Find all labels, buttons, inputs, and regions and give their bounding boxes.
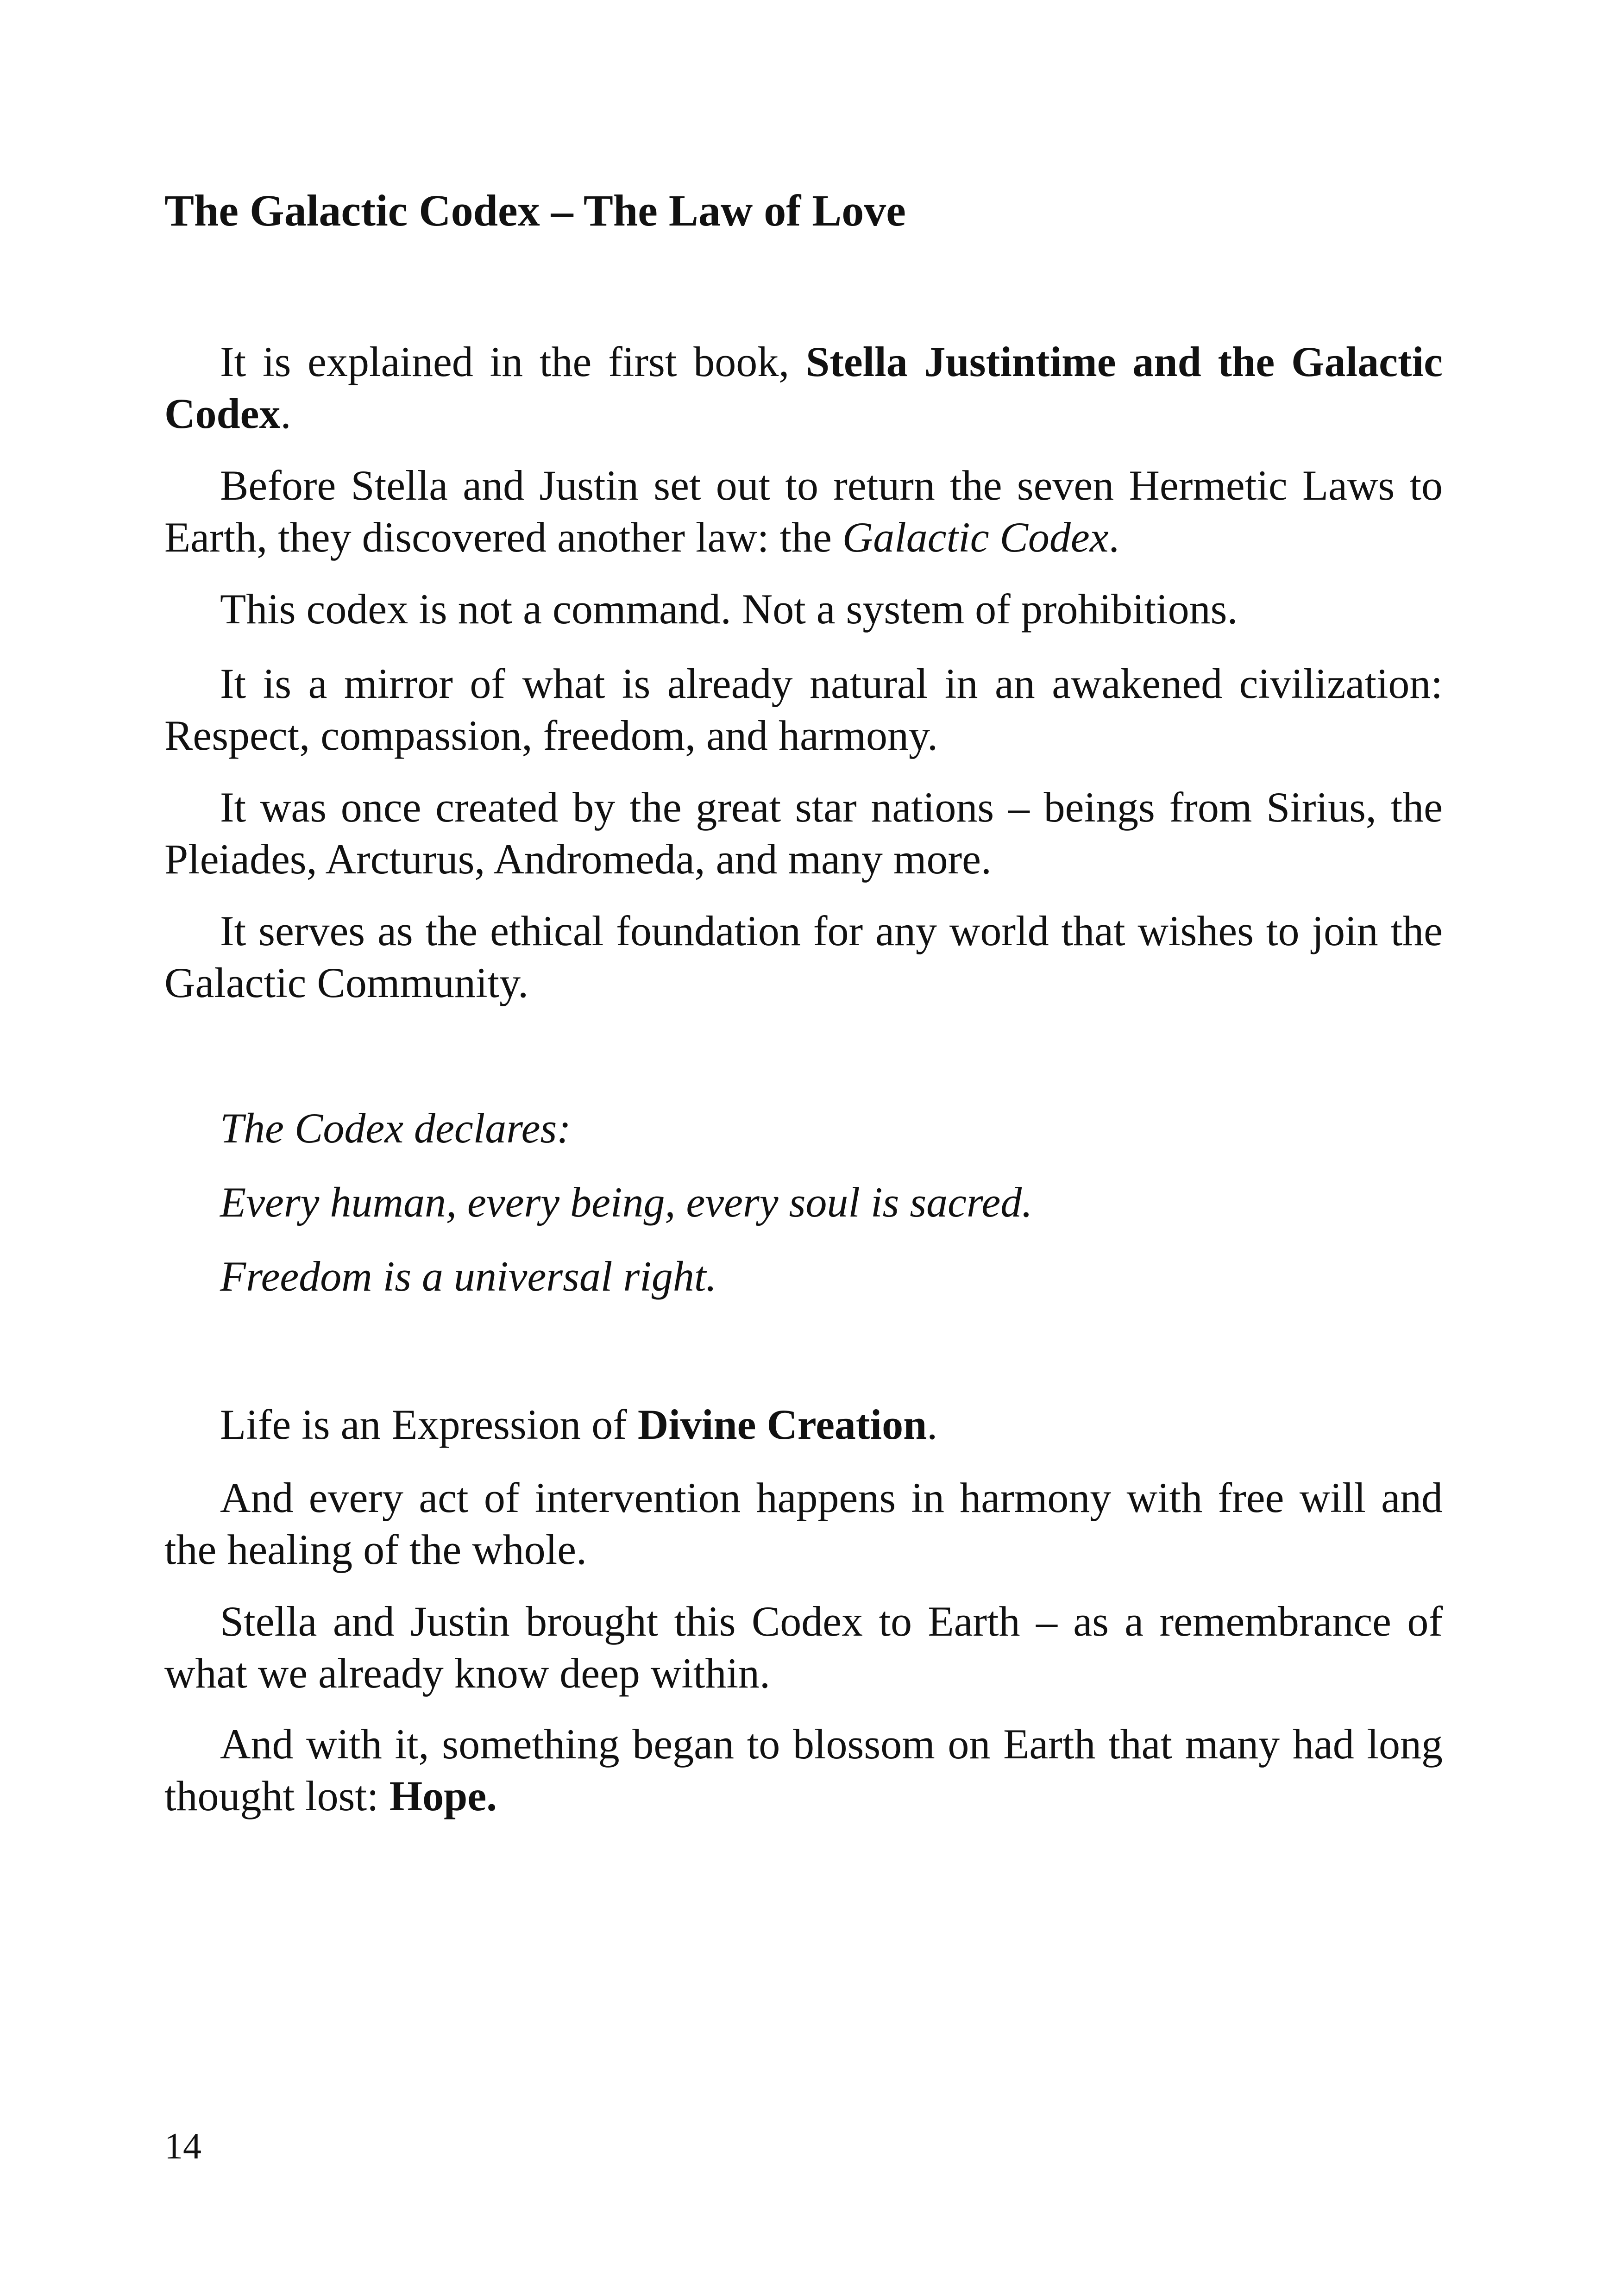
hope-emphasis: Hope.	[389, 1772, 497, 1819]
page-number: 14	[164, 2126, 201, 2167]
paragraph-end: .	[927, 1401, 938, 1448]
codex-line-freedom: Freedom is a universal right.	[220, 1253, 717, 1300]
paragraph-hermetic-laws	[164, 459, 1443, 563]
paragraph-ethical-foundation: It serves as the ethical foundation for any world that wishes to join the Galactic Community.	[164, 907, 1443, 1006]
paragraph-end: .	[280, 390, 291, 437]
paragraph-intervention: And every act of intervention happens in harmony with free will and the healing of the whole.	[164, 1474, 1443, 1573]
paragraph-first-book	[164, 336, 1443, 439]
paragraph-mirror: It is a mirror of what is already natural in an awakened civilization: Respect, compassion, freedom, and harmony.	[164, 660, 1443, 759]
chapter-heading: The Galactic Codex – The Law of Love	[164, 186, 906, 235]
paragraph-text: And with it, something began to blossom on Earth that many had long thought lost:	[164, 1720, 1443, 1819]
codex-intro: The Codex declares:	[220, 1104, 571, 1152]
paragraph-text: Life is an Expression of	[220, 1401, 638, 1448]
paragraph-text: It is explained in the first book,	[220, 338, 806, 385]
paragraph-hope	[164, 1718, 1443, 1822]
divine-creation-emphasis: Divine Creation	[637, 1401, 927, 1448]
paragraph-remembrance: Stella and Justin brought this Codex to Earth – as a remembrance of what we already know deep within.	[164, 1598, 1443, 1697]
paragraph-end: .	[1108, 514, 1119, 561]
paragraph-divine-creation	[164, 1399, 1443, 1450]
codex-name: Galactic Codex	[842, 514, 1109, 561]
codex-line-sacred: Every human, every being, every soul is sacred.	[220, 1179, 1033, 1226]
book-title: Stella Justintime and the Galactic Codex	[164, 338, 1443, 437]
paragraph-not-command: This codex is not a command. Not a system of prohibitions.	[220, 585, 1238, 633]
paragraph-star-nations: It was once created by the great star nations – beings from Sirius, the Pleiades, Arcturus, Andromeda, and many more.	[164, 784, 1443, 883]
paragraph-text: Before Stella and Justin set out to return the seven Hermetic Laws to Earth, they discovered another law: the	[164, 462, 1443, 561]
